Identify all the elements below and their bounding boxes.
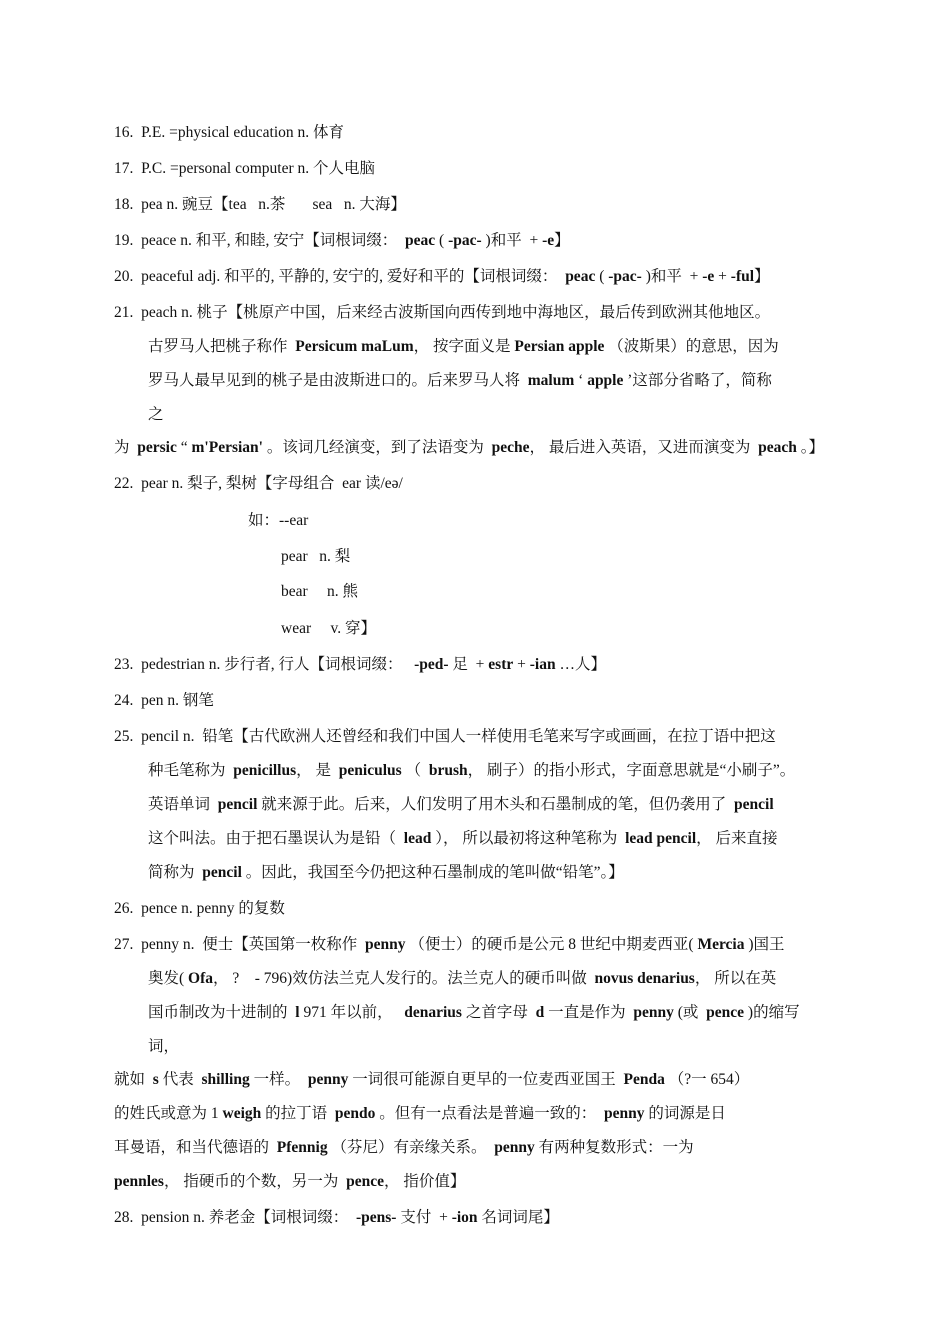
text-run: ， 刷子）的指小形式，字面意思就是“小刷子”。 (467, 762, 796, 779)
text-run: )国王 (744, 936, 785, 953)
text-run: 。该词几经演变，到了法语变为 (262, 439, 492, 456)
text-run: ， 是 (296, 762, 339, 779)
text-run: (或 (673, 1004, 707, 1021)
text-line (114, 303, 770, 323)
text-run: + (714, 268, 731, 285)
text-run: 20. peaceful adj. 和平的, 平静的, 安宁的, 爱好和平的【词根词缀： (114, 268, 566, 285)
text-run: （ (401, 762, 429, 779)
bold-term: novus denarius (594, 970, 695, 987)
text-line (114, 474, 403, 494)
text-run: 种毛笔称为 (148, 762, 234, 779)
text-run: 16. P.E. =physical education n. 体育 (114, 124, 345, 141)
text-line (281, 547, 350, 567)
text-run: 名词词尾】 (477, 1209, 559, 1226)
text-line (114, 691, 214, 711)
text-line (148, 863, 624, 883)
text-run: 耳曼语，和当代德语的 (114, 1139, 277, 1156)
text-run: 简称为 (148, 864, 203, 881)
bold-term: l (295, 1004, 300, 1021)
bold-term: pencil (734, 796, 774, 813)
text-run: 为 (114, 439, 138, 456)
bold-term: peac (405, 232, 436, 249)
text-run: 的词源是日 (644, 1105, 726, 1122)
text-run: ， 指价值】 (384, 1173, 466, 1190)
text-run: 。因此，我国至今仍把这种石墨制成的笔叫做“铅笔”。】 (241, 864, 624, 881)
text-run: + (513, 656, 530, 673)
bold-term: m'Persian' (191, 439, 263, 456)
bold-term: d (535, 1004, 545, 1021)
bold-term: penny (494, 1139, 535, 1156)
bold-term: denarius (404, 1004, 462, 1021)
text-run: wear v. 穿】 (281, 620, 376, 637)
bold-term: Ofa (188, 970, 214, 987)
text-line (114, 727, 776, 747)
text-run: 英语单词 (148, 796, 218, 813)
text-run: 之 (148, 406, 164, 423)
text-run: 18. pea n. 豌豆【tea n.茶 sea n. 大海】 (114, 196, 406, 213)
text-run: …人】 (555, 656, 606, 673)
text-run: 足 + (448, 656, 489, 673)
text-run: 。但有一点看法是普遍一致的： (375, 1105, 605, 1122)
text-run: 】 (554, 232, 570, 249)
text-run: （波斯果）的意思，因为 (604, 338, 779, 355)
text-run: pear n. 梨 (281, 548, 351, 565)
bold-term: penny (633, 1004, 674, 1021)
text-run: （芬尼）有亲缘关系。 (327, 1139, 495, 1156)
bold-term: persic (137, 439, 177, 456)
text-run: 一直是作为 (544, 1004, 634, 1021)
bold-term: penny (604, 1105, 645, 1122)
text-run: （?一 654） (664, 1071, 750, 1088)
text-run: 的拉丁语 (261, 1105, 335, 1122)
text-line (148, 795, 774, 815)
bold-term: s (152, 1071, 159, 1088)
text-run: “ (176, 439, 192, 456)
text-run: bear n. 熊 (281, 583, 359, 600)
text-run: 如：--ear (248, 512, 309, 529)
text-run: )和平 + (481, 232, 543, 249)
bold-term: -pens- (355, 1209, 397, 1226)
text-run: 罗马人最早见到的桃子是由波斯进口的。后来罗马人将 (148, 372, 528, 389)
bold-term: -e (542, 232, 555, 249)
bold-term: pencil (202, 864, 242, 881)
text-run: 国币制改为十进制的 (148, 1004, 296, 1021)
bold-term: Penda (623, 1071, 665, 1088)
text-run: 这个叫法。由于把石墨误认为是铅（ (148, 830, 404, 847)
text-run: 27. penny n. 便士【英国第一枚称作 (114, 936, 366, 953)
text-line (114, 1070, 749, 1090)
bold-term: estr (488, 656, 514, 673)
text-line (114, 123, 344, 143)
bold-term: pence (706, 1004, 745, 1021)
text-run: 就来源于此。后来，人们发明了用木头和石墨制成的笔，但仍袭用了 (257, 796, 735, 813)
text-line (248, 511, 308, 531)
text-run: 的姓氏或意为 1 (114, 1105, 223, 1122)
bold-term: peniculus (338, 762, 402, 779)
bold-term: -e (702, 268, 715, 285)
bold-term: lead pencil (625, 830, 697, 847)
text-run: 26. pence n. penny 的复数 (114, 900, 285, 917)
text-line (148, 405, 164, 425)
text-run: 21. peach n. 桃子【桃原产中国，后来经古波斯国向西传到地中海地区，最后传到欧洲其他地区。 (114, 304, 771, 321)
text-run: ， 所以在英 (694, 970, 777, 987)
text-line (114, 935, 785, 955)
text-run: )和平 + (641, 268, 703, 285)
bold-term: Persicum maLum (295, 338, 414, 355)
text-line (114, 1104, 726, 1124)
text-run: 古罗马人把桃子称作 (148, 338, 296, 355)
text-line (114, 231, 570, 251)
bold-term: apple (587, 372, 624, 389)
bold-term: pendo (334, 1105, 376, 1122)
bold-term: penicillus (233, 762, 297, 779)
text-run: ‘ (574, 372, 588, 389)
text-line (114, 1208, 559, 1228)
bold-term: brush (428, 762, 468, 779)
bold-term: Mercia (697, 936, 745, 953)
text-run: ( (435, 232, 449, 249)
text-run: 971 年以前， (299, 1004, 405, 1021)
text-run: 19. peace n. 和平, 和睦, 安宁【词根词缀： (114, 232, 406, 249)
text-line (114, 195, 406, 215)
text-run: 。】 (796, 439, 825, 456)
text-run: ， 指硬币的个数，另一为 (163, 1173, 347, 1190)
text-run: )的缩写 (744, 1004, 800, 1021)
text-run: ， 最后进入英语，又进而演变为 (529, 439, 759, 456)
bold-term: -ped- (414, 656, 449, 673)
text-line (114, 1172, 465, 1192)
bold-term: peac (565, 268, 596, 285)
text-run: 就如 (114, 1071, 153, 1088)
bold-term: penny (365, 936, 406, 953)
text-run: 奥发( (148, 970, 189, 987)
text-run: ， 按字面义是 (413, 338, 515, 355)
text-line (281, 619, 376, 639)
text-run: 一样。 (249, 1071, 308, 1088)
text-run: 24. pen n. 钢笔 (114, 692, 214, 709)
bold-term: Persian apple (514, 338, 605, 355)
text-run: 有两种复数形式：一为 (534, 1139, 694, 1156)
bold-term: -ian (529, 656, 556, 673)
bold-term: -ion (451, 1209, 478, 1226)
bold-term: shilling (201, 1071, 250, 1088)
text-line (148, 761, 795, 781)
text-run: 28. pension n. 养老金【词根词缀： (114, 1209, 356, 1226)
text-run: 25. pencil n. 铅笔【古代欧洲人还曾经和我们中国人一样使用毛笔来写字或画画，在拉丁语中把这 (114, 728, 776, 745)
text-run: （便士）的硬币是公元 8 世纪中期麦西亚( (405, 936, 698, 953)
text-line (148, 1037, 179, 1057)
text-line (114, 159, 375, 179)
bold-term: -pac- (448, 232, 482, 249)
text-run: 22. pear n. 梨子, 梨树【字母组合 ear 读/eə/ (114, 475, 403, 492)
text-run: ， 后来直接 (696, 830, 778, 847)
text-run: ）， 所以最初将这种笔称为 (431, 830, 626, 847)
text-run: ， ? - 796)效仿法兰克人发行的。法兰克人的硬币叫做 (213, 970, 595, 987)
text-run: 23. pedestrian n. 步行者, 行人【词根词缀： (114, 656, 415, 673)
text-run: ’这部分省略了，简称 (623, 372, 772, 389)
bold-term: -ful (730, 268, 755, 285)
bold-term: lead (403, 830, 432, 847)
text-run: 】 (754, 268, 770, 285)
bold-term: Pfennig (276, 1139, 328, 1156)
text-run: 支付 + (396, 1209, 452, 1226)
text-line (114, 267, 770, 287)
bold-term: pencil (217, 796, 258, 813)
text-run: ( (595, 268, 609, 285)
bold-term: malum (527, 372, 575, 389)
bold-term: weigh (222, 1105, 262, 1122)
bold-term: peach (758, 439, 797, 456)
text-line (114, 438, 824, 458)
bold-term: penny (307, 1071, 349, 1088)
text-run: 一词很可能源自更早的一位麦西亚国王 (348, 1071, 624, 1088)
text-run: 17. P.C. =personal computer n. 个人电脑 (114, 160, 376, 177)
bold-term: pennles (114, 1173, 164, 1190)
bold-term: -pac- (608, 268, 642, 285)
text-line (281, 582, 358, 602)
text-run: 代表 (158, 1071, 202, 1088)
text-line (148, 829, 778, 849)
text-run: 之首字母 (461, 1004, 536, 1021)
text-line (114, 1138, 694, 1158)
text-line (114, 655, 606, 675)
text-line (114, 899, 285, 919)
text-line (148, 337, 779, 357)
bold-term: peche (491, 439, 530, 456)
text-run: 词， (148, 1038, 180, 1055)
text-line (148, 969, 776, 989)
bold-term: pence (346, 1173, 384, 1190)
text-line (148, 1003, 800, 1023)
text-line (148, 371, 772, 391)
